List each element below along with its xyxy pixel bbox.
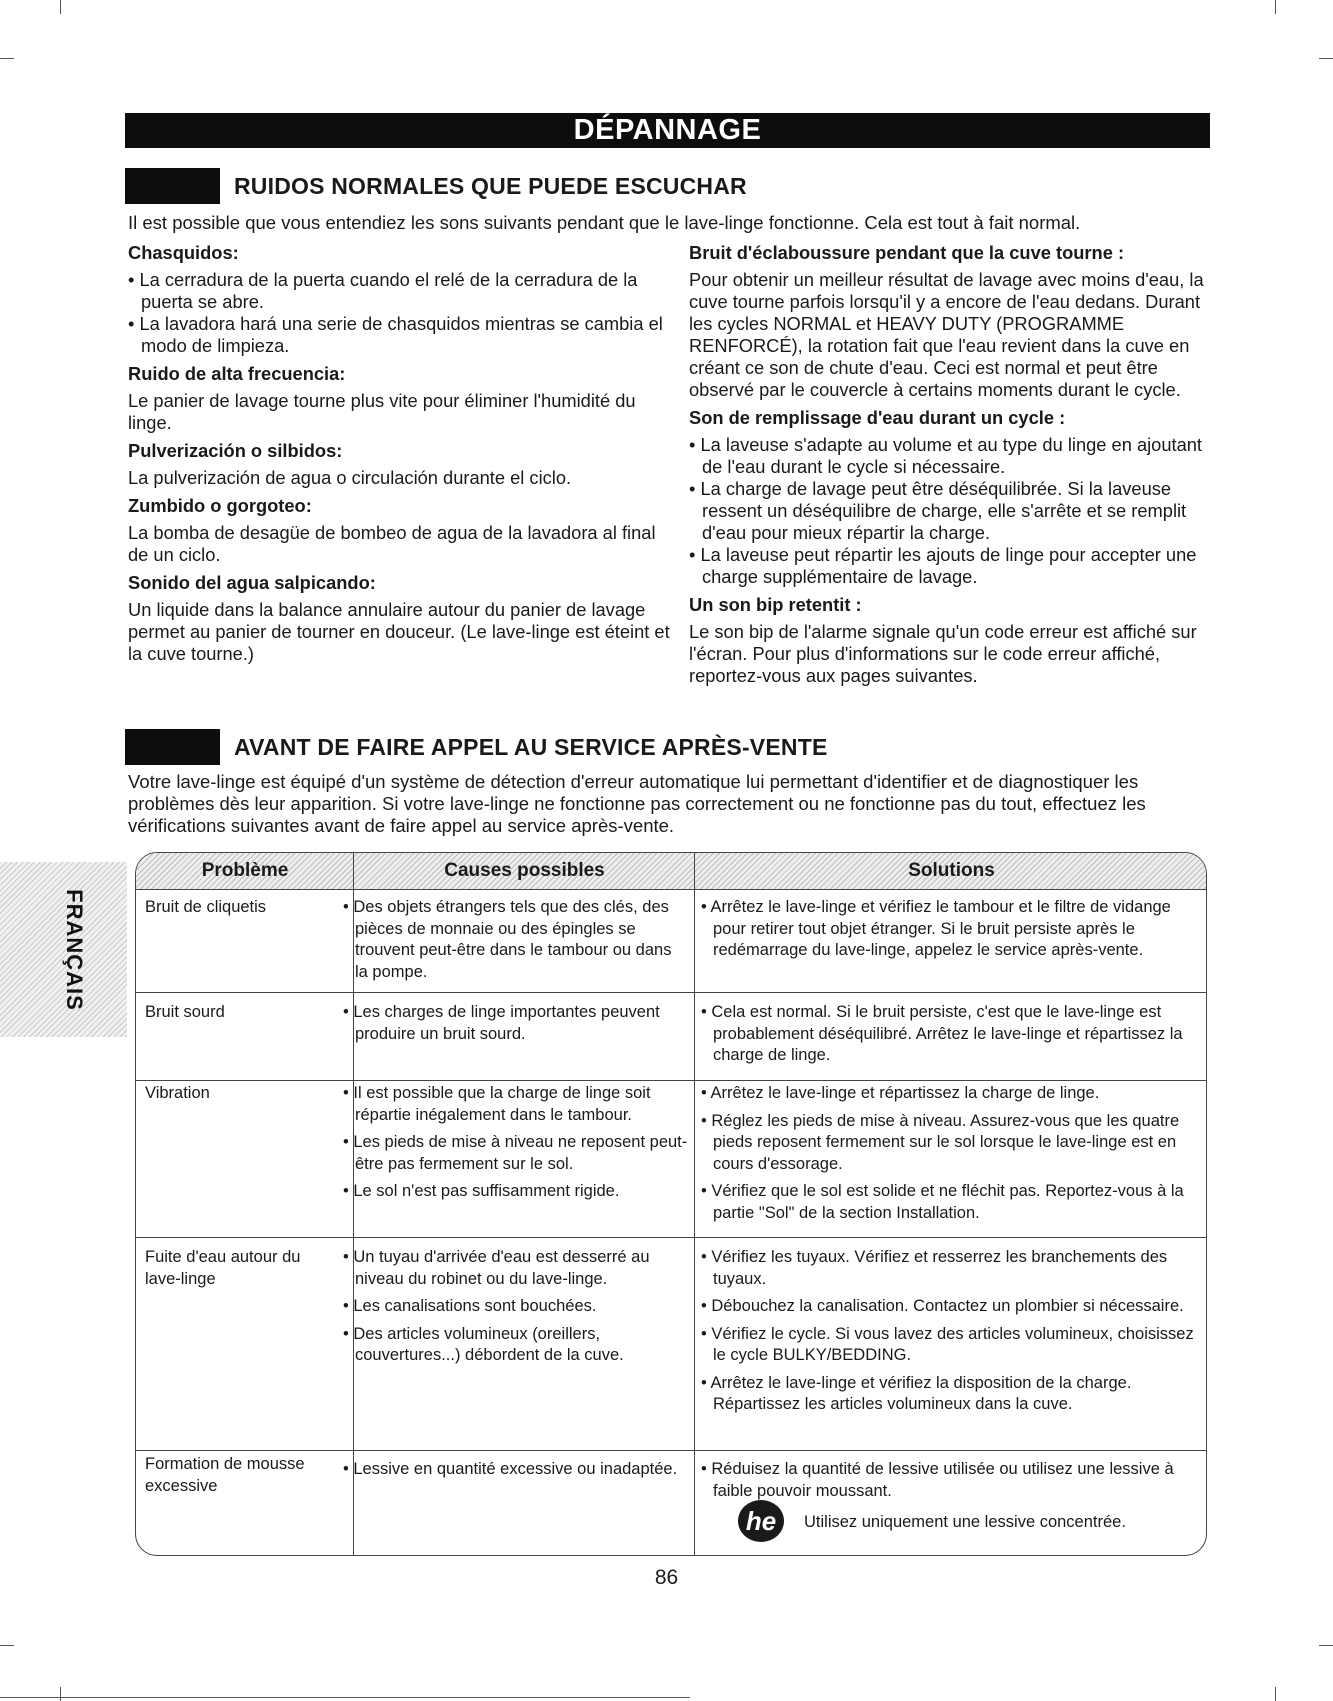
table-cell-problem: Vibration [145,1084,210,1102]
section-title: AVANT DE FAIRE APPEL AU SERVICE APRÈS-VENTE [234,733,828,760]
crop-mark [1275,1687,1276,1701]
list-item: • La laveuse peut répartir les ajouts de linge pour accepter une charge supplémentaire de lavage. [689,544,1207,588]
crop-mark [1275,0,1276,14]
section-title: RUIDOS NORMALES QUE PUEDE ESCUCHAR [234,172,747,199]
paragraph: Pour obtenir un meilleur résultat de lavage avec moins d'eau, la cuve tourne parfois lorsqu'il y a encore de l'eau dedans. Durant les cycles NORMAL et HEAVY DUTY (PROGRAMME RENFORCÉ), la rotation fait que l'eau revient dans la cuve en créant ce son de chute d'eau. Ceci est normal et peut être observé par le couvercle à certains moments durant le cycle. [689,269,1204,400]
column-header-solutions: Solutions [908,860,995,881]
list-item: • La charge de lavage peut être déséquilibrée. Si la laveuse ressent un déséquilibre de charge, elle s'arrête et se remplit d'eau pour mieux répartir la charge. [689,478,1207,544]
list-item: • Il est possible que la charge de linge soit répartie inégalement dans le tambour. [343,1083,688,1126]
table-cell-solutions [701,1002,1201,1073]
table-cell-problem: Formation de mousse excessive [145,1455,305,1495]
subheading: Son de remplissage d'eau durant un cycle : [689,407,1066,428]
table-cell-solutions [701,1459,1201,1508]
crop-mark [0,1645,14,1646]
table-cell-problem: Bruit de cliquetis [145,898,267,916]
row-divider [136,992,1206,993]
column-header-problem: Problème [201,860,289,881]
list-item: • Vérifiez le cycle. Si vous lavez des articles volumineux, choisissez le cycle BULKY/BEDDING. [701,1324,1201,1367]
list-item: • La lavadora hará una serie de chasquidos mientras se cambia el modo de limpieza. [128,313,673,357]
list-item: • Les charges de linge importantes peuvent produire un bruit sourd. [343,1002,688,1045]
table-cell-problem: Fuite d'eau autour du lave-linge [145,1248,301,1288]
list-item: • Réduisez la quantité de lessive utilisée ou utilisez une lessive à faible pouvoir moussant. [701,1459,1201,1502]
right-column [689,242,1207,693]
list-item: • Arrêtez le lave-linge et répartissez la charge de linge. [701,1083,1201,1105]
table-cell-solutions [701,1247,1201,1422]
table-cell-causes [343,1247,688,1373]
list-item: • Cela est normal. Si le bruit persiste, c'est que le lave-linge est probablement déséquilibré. Arrêtez le lave-linge et répartissez la charge de linge. [701,1002,1201,1067]
section-intro: Votre lave-linge est équipé d'un système de détection d'erreur automatique lui permettant d'identifier et de diagnostiquer les problèmes dès leur apparition. Si votre lave-linge ne fonctionne pas correctement ou ne fonctionne pas du tout, effectuez les vérifications suivantes avant de faire appel au service après-vente. [128,771,1146,836]
bullet-list [128,269,673,357]
he-logo-icon: he [738,1500,784,1542]
list-item: • Un tuyau d'arrivée d'eau est desserré au niveau du robinet ou du lave-linge. [343,1247,688,1290]
subheading: Chasquidos: [128,242,239,263]
list-item: • Arrêtez le lave-linge et vérifiez la disposition de la charge. Répartissez les articles volumineux dans la cuve. [701,1373,1201,1416]
he-note: Utilisez uniquement une lessive concentrée. [804,1513,1126,1531]
paragraph: La bomba de desagüe de bombeo de agua de la lavadora al final de un ciclo. [128,522,656,565]
paragraph: Le son bip de l'alarme signale qu'un code erreur est affiché sur l'écran. Pour plus d'informations sur le code erreur affiché, reportez-vous aux pages suivantes. [689,621,1197,686]
list-item: • Arrêtez le lave-linge et vérifiez le tambour et le filtre de vidange pour retirer tout objet étranger. Si le bruit persiste après le redémarrage du lave-linge, appelez le service après-vente. [701,897,1201,962]
subheading: Pulverización o silbidos: [128,440,343,461]
table-cell-causes [343,1459,688,1487]
crop-mark [1319,1645,1333,1646]
list-item: • Des objets étrangers tels que des clés, des pièces de monnaie ou des épingles se trouvent peut-être dans le tambour ou dans la pompe. [343,897,688,983]
crop-mark [0,1697,690,1698]
paragraph: Le panier de lavage tourne plus vite pour éliminer l'humidité du linge. [128,390,636,433]
table-cell-causes [343,1083,688,1209]
list-item: • Les pieds de mise à niveau ne reposent peut-être pas fermement sur le sol. [343,1132,688,1175]
language-tab-label: FRANÇAIS [62,889,87,1011]
section-marker [125,729,220,765]
table-cell-solutions [701,1083,1201,1230]
crop-mark [60,0,61,14]
row-divider [136,1080,1206,1081]
section-intro: Il est possible que vous entendiez les sons suivants pendant que le lave-linge fonctionne. Cela est tout à fait normal. [128,212,1081,233]
subheading: Zumbido o gorgoteo: [128,495,312,516]
table-cell-causes [343,1002,688,1051]
table-cell-causes [343,897,688,989]
left-column [128,242,673,671]
list-item: • La cerradura de la puerta cuando el relé de la cerradura de la puerta se abre. [128,269,673,313]
crop-mark [1319,58,1333,59]
table-cell-solutions [701,897,1201,968]
paragraph: Un liquide dans la balance annulaire autour du panier de lavage permet au panier de tourner en douceur. (Le lave-linge est éteint et la cuve tourne.) [128,599,670,664]
list-item: • La laveuse s'adapte au volume et au type du linge en ajoutant de l'eau durant le cycle si nécessaire. [689,434,1207,478]
page-number: 86 [654,1566,679,1589]
column-header-causes: Causes possibles [444,860,605,881]
list-item: • Lessive en quantité excessive ou inadaptée. [343,1459,688,1481]
subheading: Ruido de alta frecuencia: [128,363,346,384]
list-item: • Réglez les pieds de mise à niveau. Assurez-vous que les quatre pieds reposent fermement sur le sol lorsque le lave-linge est en cours d'essorage. [701,1111,1201,1176]
section-marker [125,168,220,204]
table-header [136,853,1206,890]
row-divider [136,1237,1206,1238]
page-banner: DÉPANNAGE [125,113,1210,148]
section-heading-normal-sounds [125,168,747,204]
subheading: Un son bip retentit : [689,594,862,615]
table-cell-problem: Bruit sourd [145,1003,225,1021]
list-item: • Les canalisations sont bouchées. [343,1296,688,1318]
list-item: • Vérifiez les tuyaux. Vérifiez et resserrez les branchements des tuyaux. [701,1247,1201,1290]
row-divider [136,1450,1206,1451]
list-item: • Des articles volumineux (oreillers, couvertures...) débordent de la cuve. [343,1324,688,1367]
paragraph: La pulverización de agua o circulación durante el ciclo. [128,467,572,488]
bullet-list [689,434,1207,588]
list-item: • Vérifiez que le sol est solide et ne fléchit pas. Reportez-vous à la partie "Sol" de la section Installation. [701,1181,1201,1224]
subheading: Bruit d'éclaboussure pendant que la cuve tourne : [689,242,1125,263]
subheading: Sonido del agua salpicando: [128,572,376,593]
crop-mark [0,58,14,59]
list-item: • Débouchez la canalisation. Contactez un plombier si nécessaire. [701,1296,1201,1318]
list-item: • Le sol n'est pas suffisamment rigide. [343,1181,688,1203]
troubleshooting-table [135,852,1207,1556]
crop-mark [60,1687,61,1701]
section-heading-before-service [125,729,828,765]
